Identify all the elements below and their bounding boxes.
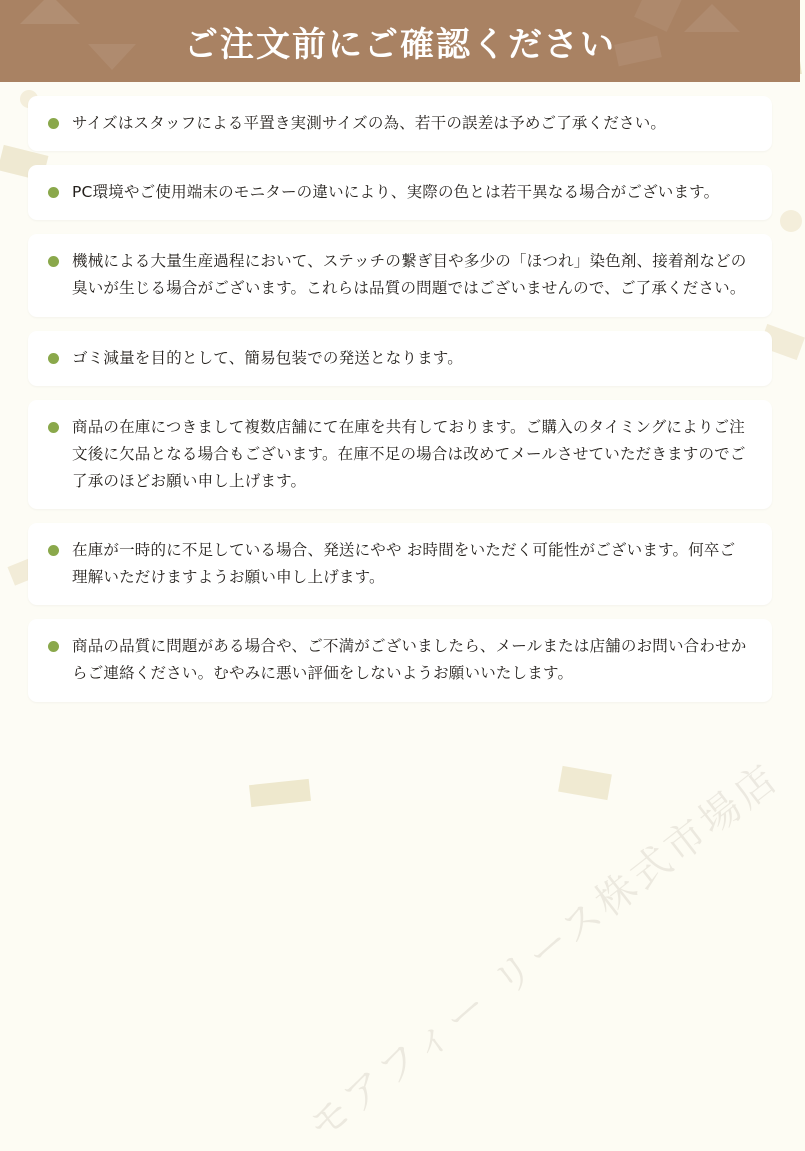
notice-text: ゴミ減量を目的として、簡易包装での発送となります。 [72, 348, 463, 367]
bullet-icon [48, 353, 59, 364]
confetti-shape [558, 766, 612, 800]
banner-confetti-shape [614, 36, 662, 67]
list-item [28, 165, 772, 220]
notice-list [0, 82, 800, 702]
notice-text: PC環境やご使用端末のモニターの違いにより、実際の色とは若干異なる場合がございます。 [72, 183, 720, 202]
notice-text: 商品の品質に問題がある場合や、ご不満がございましたら、メールまたは店舗のお問い合わせからご連絡ください。むやみに悪い評価をしないようお願いいたします。 [72, 637, 747, 683]
confetti-shape [249, 779, 311, 807]
notice-text: サイズはスタッフによる平置き実測サイズの為、若干の誤差は予めご了承ください。 [72, 114, 667, 132]
bullet-icon [48, 187, 59, 198]
bullet-icon [48, 118, 59, 129]
list-item [28, 523, 772, 605]
banner-confetti-shape [20, 0, 80, 24]
banner-confetti-shape [684, 4, 740, 32]
bullet-icon [48, 545, 59, 556]
list-item [28, 96, 772, 151]
shop-watermark: モアフィー リース株式市場店 [300, 754, 789, 1150]
page-title: ご注文前にご確認ください [184, 24, 616, 65]
list-item [28, 400, 772, 509]
notice-text: 在庫が一時的に不足している場合、発送にやや お時間をいただく可能性がございます。何卒ご理解いただけますようお願い申し上げます。 [72, 541, 736, 587]
bullet-icon [48, 422, 59, 433]
list-item [28, 234, 772, 316]
page-header-banner [0, 0, 800, 82]
notice-text: 商品の在庫につきまして複数店舗にて在庫を共有しております。ご購入のタイミングによりご注文後に欠品となる場合もございます。在庫不足の場合は改めてメールさせていただきますのでご了承のほどお願い申し上げます。 [72, 417, 746, 490]
banner-confetti-shape [634, 0, 682, 32]
bullet-icon [48, 641, 59, 652]
list-item [28, 331, 772, 386]
list-item [28, 619, 772, 701]
bullet-icon [48, 256, 59, 267]
banner-confetti-shape [88, 44, 136, 70]
notice-text: 機械による大量生産過程において、ステッチの繋ぎ目や多少の「ほつれ」染色剤、接着剤などの臭いが生じる場合がございます。これらは品質の問題ではございませんので、ご了承ください。 [72, 252, 747, 298]
